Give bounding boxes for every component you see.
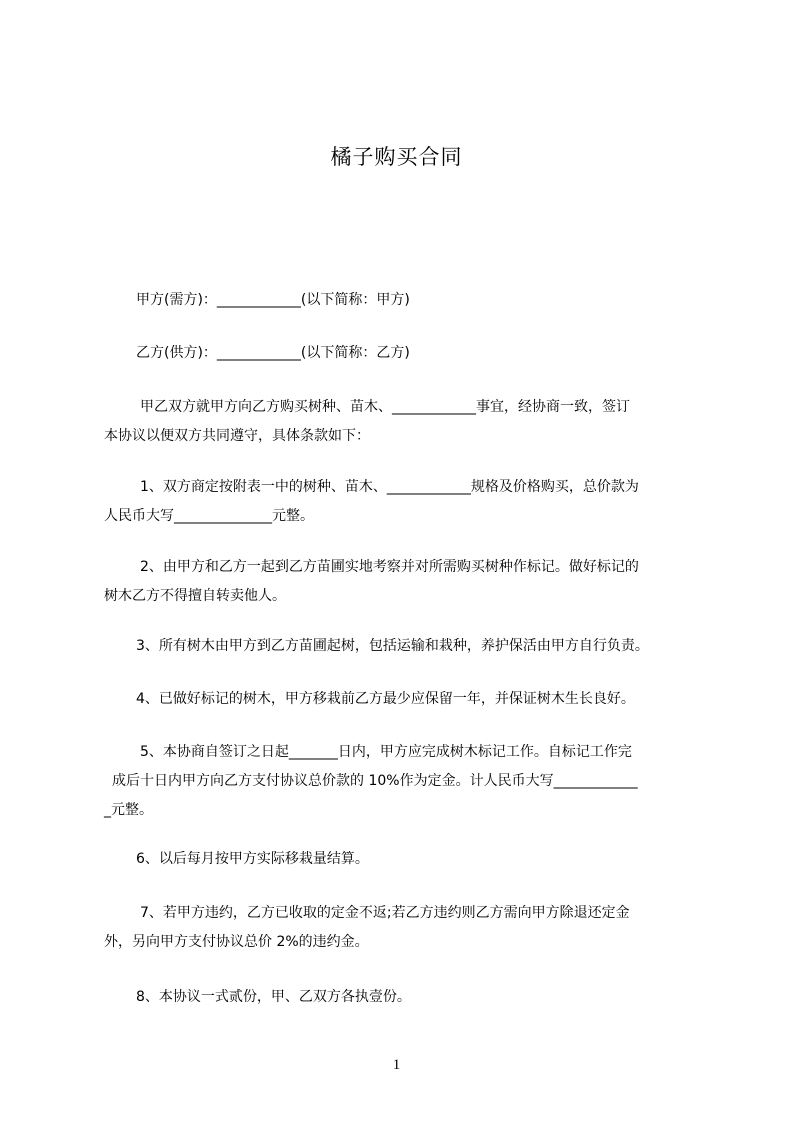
page-number: 1 (392, 1057, 401, 1073)
clause-6: 6、以后每月按甲方实际移栽量结算。 (136, 851, 369, 867)
clause-8: 8、本协议一式贰份，甲、乙双方各执壹份。 (136, 989, 411, 1005)
clause-5: 5、本协商自签订之日起_______日内，甲方应完成树木标记工作。自标记工作完 成后十日内甲方向乙方支付协议总价款的 10%作为定金。计人民币大写____________ _元整。 (104, 744, 638, 818)
page-title: 橘子购买合同 (330, 145, 463, 169)
preamble-paragraph: 甲乙双方就甲方向乙方购买树种、苗木、____________事宜，经协商一致，签订 本协议以便双方共同遵守，具体条款如下： (104, 399, 630, 444)
clause-3: 3、所有树木由甲方到乙方苗圃起树，包括运输和栽种，养护保活由甲方自行负责。 (136, 638, 649, 654)
clause-2: 2、由甲方和乙方一起到乙方苗圃实地考察并对所需购买树种作标记。做好标记的 树木乙方不得擅自转卖他人。 (104, 559, 639, 604)
clause-7: 7、若甲方违约，乙方已收取的定金不返;若乙方违约则乙方需向甲方除退还定金 外，另向甲方支付协议总价 2%的违约金。 (104, 905, 630, 950)
clause-4: 4、已做好标记的树木，甲方移栽前乙方最少应保留一年，并保证树木生长良好。 (136, 691, 635, 707)
party-a-line: 甲方(需方)：____________(以下简称：甲方) (136, 292, 410, 308)
clause-1: 1、双方商定按附表一中的树种、苗木、____________规格及价格购买，总价款为 人民币大写______________元整。 (104, 479, 639, 524)
party-b-line: 乙方(供方)：____________(以下简称：乙方) (136, 345, 410, 361)
